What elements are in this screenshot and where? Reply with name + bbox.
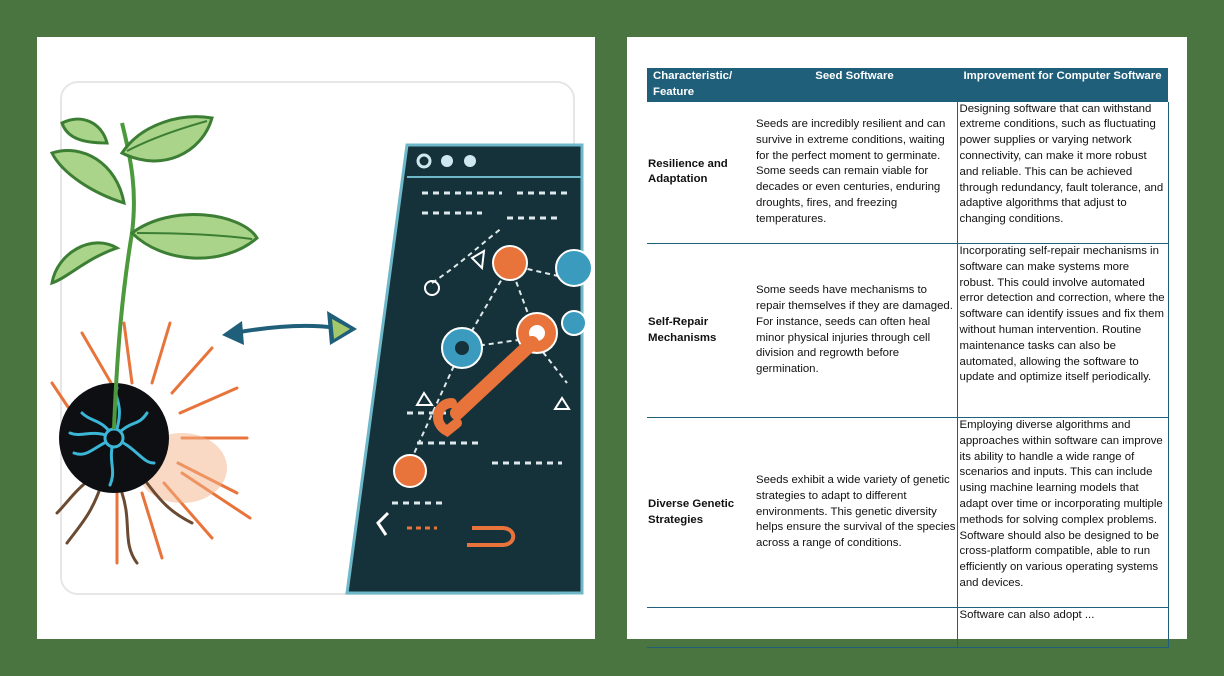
header-seed-software: Seed Software xyxy=(752,68,957,102)
improvement-cell: Incorporating self-repair mechanisms in software can make systems more robust. This could involve automated error detection and correction, where the software can identify issues and fix them without human intervention. Routine maintenance tasks can also be automated, allowing the software to update and optimize itself periodically. xyxy=(957,244,1168,418)
seed-cell xyxy=(752,608,957,648)
header-characteristic: Characteristic/ Feature xyxy=(647,68,752,102)
table-row xyxy=(647,102,1168,244)
seed-cell: Seeds exhibit a wide variety of genetic strategies to adapt to different environments. This genetic diversity helps ensure the survival of the species across a range of conditions. xyxy=(752,418,957,608)
feature-cell: Self-Repair Mechanisms xyxy=(647,244,752,418)
table-row xyxy=(647,244,1168,418)
feature-cell xyxy=(647,608,752,648)
software-screen-icon xyxy=(347,145,592,593)
table-header-row xyxy=(647,68,1168,102)
seed-cell: Some seeds have mechanisms to repair themselves if they are damaged. For instance, seeds can often heal minor physical injuries through cell division and regrowth before germination. xyxy=(752,244,957,418)
leaf-icon xyxy=(52,117,257,283)
seed-cell: Seeds are incredibly resilient and can survive in extreme conditions, waiting for the perfect moment to germinate. Some seeds can remain viable for decades or even centuries, enduring droughts, fires, and freezing temperatures. xyxy=(752,102,957,244)
comparison-panel xyxy=(627,37,1187,639)
illustration-card xyxy=(60,81,575,595)
improvement-cell: Designing software that can withstand extreme conditions, such as fluctuating power supplies or varying network connectivity, can make it more robust and reliable. This can be achieved through redundancy, fault tolerance, and adaptive algorithms that adjust to changing conditions. xyxy=(957,102,1168,244)
improvement-cell: Software can also adopt ... xyxy=(957,608,1168,648)
two-way-arrow-icon xyxy=(222,311,357,345)
illustration-panel xyxy=(37,37,595,639)
feature-cell: Resilience and Adaptation xyxy=(647,102,752,244)
table-row xyxy=(647,608,1168,648)
improvement-cell: Employing diverse algorithms and approaches within software can improve its ability to handle a wide range of scenarios and inputs. This can include using machine learning models that adapt over time or incorporating multiple methods for solving complex problems. Software should also be designed to be cross-platform compatible, able to run efficiently on various operating systems and devices. xyxy=(957,418,1168,608)
comparison-table xyxy=(647,68,1169,648)
seed-to-software-illustration xyxy=(62,83,573,593)
feature-cell: Diverse Genetic Strategies xyxy=(647,418,752,608)
table-viewport xyxy=(647,68,1168,622)
table-row xyxy=(647,418,1168,608)
header-improvement: Improvement for Computer Software xyxy=(957,68,1168,102)
